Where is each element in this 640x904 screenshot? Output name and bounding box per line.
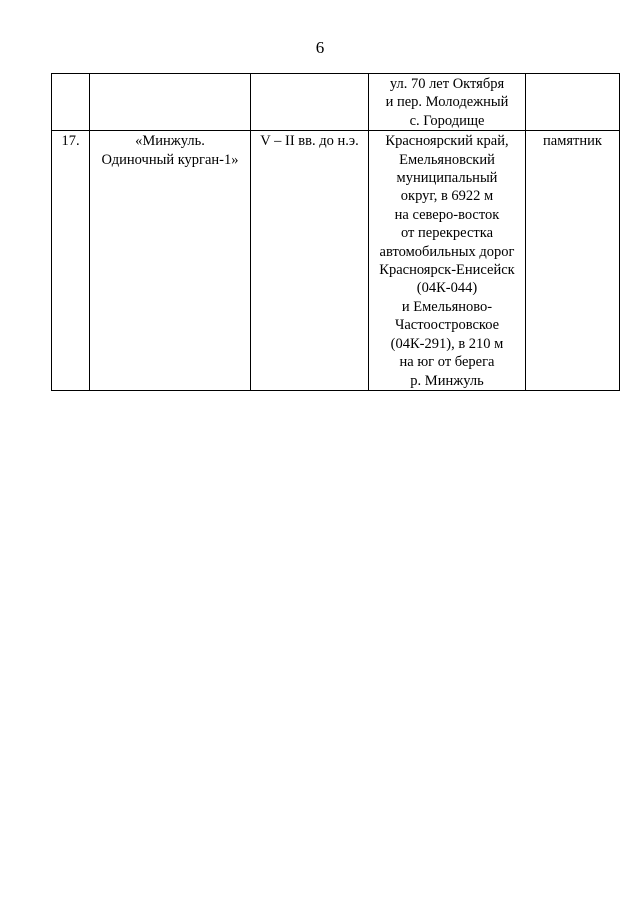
- cell-dating: [251, 74, 369, 131]
- location-line: Красноярский край,: [385, 133, 509, 150]
- location-line: Частоостровское: [394, 317, 500, 334]
- location-line: и Емельяново-: [401, 298, 493, 315]
- table-row: [52, 131, 620, 391]
- location-line: муниципальный: [396, 170, 498, 187]
- location-line: и пер. Молодежный: [385, 94, 509, 111]
- cell-number: 17.: [52, 131, 90, 391]
- location-line: Красноярск-Енисейск: [379, 262, 515, 279]
- location-line: от перекрестка: [400, 225, 494, 242]
- location-line: на северо-восток: [394, 206, 500, 223]
- location-line: с. Городище: [409, 112, 485, 129]
- cell-name: [90, 74, 251, 131]
- name-line: Одиночный курган-1»: [101, 151, 239, 168]
- cell-number: [52, 74, 90, 131]
- cell-dating: V – II вв. до н.э.: [251, 131, 369, 391]
- location-line: Емельяновский: [399, 151, 495, 168]
- cell-category: [526, 74, 620, 131]
- location-line: р. Минжуль: [410, 372, 484, 389]
- location-line: автомобильных дорог: [379, 243, 515, 260]
- location-line: (04К-044): [416, 280, 478, 297]
- table-row: [52, 74, 620, 131]
- location-line: округ, в 6922 м: [400, 188, 494, 205]
- cell-location: [369, 74, 526, 131]
- cell-name: [90, 131, 251, 391]
- name-line: «Минжуль.: [135, 133, 205, 150]
- location-line: (04К-291), в 210 м: [390, 335, 504, 352]
- location-line: на юг от берега: [399, 354, 495, 371]
- location-line: ул. 70 лет Октября: [389, 76, 505, 92]
- page-number: 6: [315, 38, 325, 57]
- cell-location: [369, 131, 526, 391]
- heritage-registry-table: [51, 73, 620, 391]
- cell-category: памятник: [526, 131, 620, 391]
